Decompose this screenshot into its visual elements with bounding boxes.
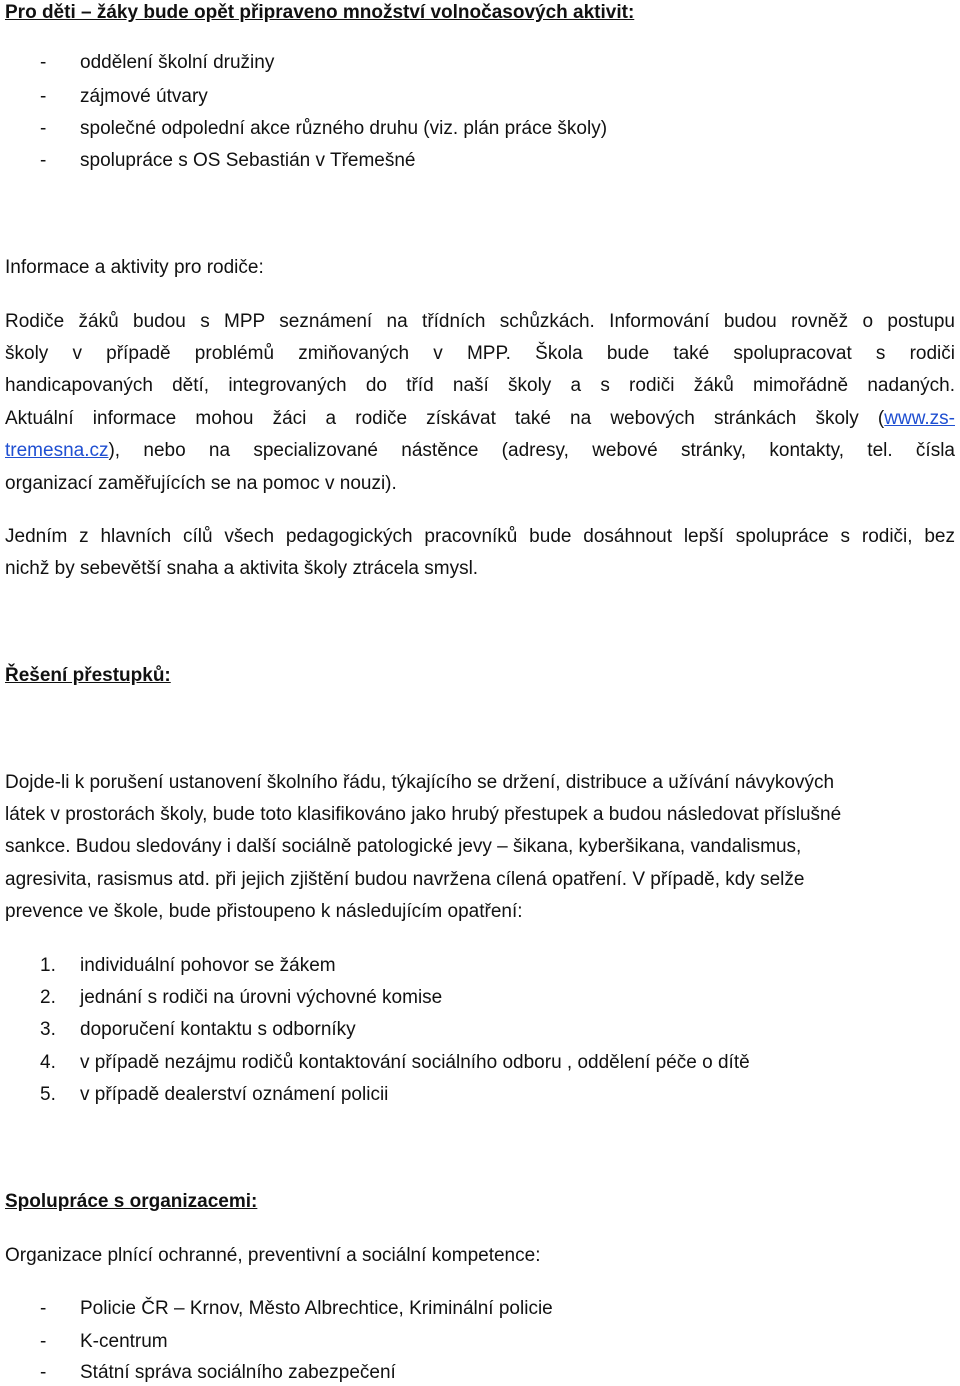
paragraph-line: nichž by sebevětší snaha a aktivita školy ztrácela smysl. <box>5 558 479 579</box>
list-item: oddělení školní družiny <box>80 52 275 73</box>
list-item: společné odpolední akce různého druhu (viz. plán práce školy) <box>80 118 608 139</box>
paragraph-text: Aktuální informace mohou žáci a rodiče získávat také na webových stránkách školy ( <box>5 408 885 429</box>
list-marker: - <box>40 52 47 73</box>
paragraph-line: handicapovaných dětí, integrovaných do tříd naší školy a s rodiči žáků mimořádně nadaných. <box>5 375 955 396</box>
paragraph-line: Rodiče žáků budou s MPP seznámení na třídních schůzkách. Informování budou rovněž o postupu <box>5 311 955 332</box>
list-marker: 3. <box>40 1019 56 1040</box>
paragraph-line: prevence ve škole, bude přistoupeno k následujícím opatření: <box>5 901 523 922</box>
list-marker: - <box>40 1362 47 1383</box>
list-item: Státní správa sociálního zabezpečení <box>80 1362 396 1383</box>
school-website-link[interactable]: www.zs- <box>884 408 955 429</box>
list-item: jednání s rodiči na úrovni výchovné komise <box>80 987 443 1008</box>
list-marker: 5. <box>40 1084 56 1105</box>
paragraph-line: Jedním z hlavních cílů všech pedagogických pracovníků bude dosáhnout lepší spolupráce s rodiči, bez <box>5 526 955 547</box>
list-item: spolupráce s OS Sebastián v Třemešné <box>80 150 416 171</box>
section-heading-cooperation: Spolupráce s organizacemi: <box>5 1191 258 1212</box>
paragraph-line: Dojde-li k porušení ustanovení školního řádu, týkajícího se držení, distribuce a užívání návykových <box>5 772 835 793</box>
list-marker: - <box>40 1331 47 1352</box>
list-marker: 1. <box>40 955 56 976</box>
list-marker: - <box>40 150 47 171</box>
list-item: v případě nezájmu rodičů kontaktování sociálního odboru , oddělení péče o dítě <box>80 1052 750 1073</box>
list-item: v případě dealerství oznámení policii <box>80 1084 389 1105</box>
paragraph-line <box>5 440 955 462</box>
school-website-link-continued[interactable]: tremesna.cz <box>5 440 109 461</box>
section-heading-parents: Informace a aktivity pro rodiče: <box>5 257 264 278</box>
list-item: doporučení kontaktu s odborníky <box>80 1019 356 1040</box>
list-item: individuální pohovor se žákem <box>80 955 336 976</box>
list-item: K-centrum <box>80 1331 168 1352</box>
list-marker: - <box>40 86 47 107</box>
paragraph-line: látek v prostorách školy, bude toto klasifikováno jako hrubý přestupek a budou následovat příslušné <box>5 804 842 825</box>
list-marker: 2. <box>40 987 56 1008</box>
paragraph-line: organizací zaměřujících se na pomoc v nouzi). <box>5 473 397 494</box>
list-marker: 4. <box>40 1052 56 1073</box>
list-item: Policie ČR – Krnov, Město Albrechtice, Kriminální policie <box>80 1298 553 1319</box>
paragraph-text: ), nebo na specializované nástěnce (adresy, webové stránky, kontakty, tel. čísla <box>108 440 955 461</box>
paragraph-line: sankce. Budou sledovány i další sociálně patologické jevy – šikana, kyberšikana, vandalismus, <box>5 836 802 857</box>
section-heading-activities: Pro děti – žáky bude opět připraveno množství volnočasových aktivit: <box>5 2 635 23</box>
paragraph-line <box>5 408 955 430</box>
cooperation-intro: Organizace plnící ochranné, preventivní a sociální kompetence: <box>5 1245 541 1266</box>
list-marker: - <box>40 1298 47 1319</box>
paragraph-line: školy v případě problémů zmiňovaných v MPP. Škola bude také spolupracovat s rodiči <box>5 343 955 364</box>
paragraph-line: agresivita, rasismus atd. při jejich zjištění budou navržena cílená opatření. V případě, kdy selže <box>5 869 805 890</box>
list-marker: - <box>40 118 47 139</box>
section-heading-offences: Řešení přestupků: <box>5 665 171 686</box>
list-item: zájmové útvary <box>80 86 208 107</box>
